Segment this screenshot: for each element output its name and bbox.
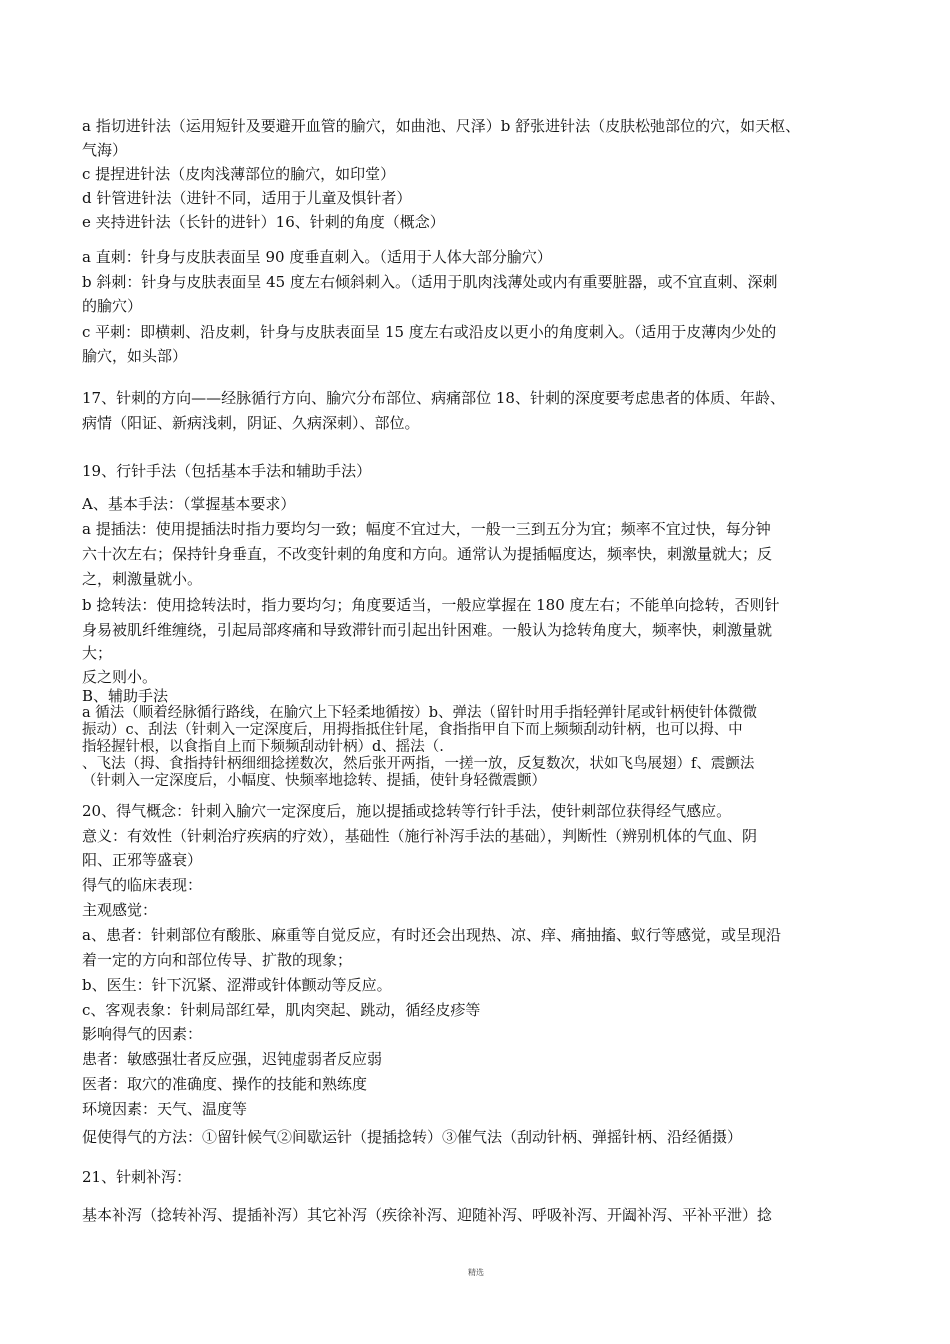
text-line: a 提插法：使用提插法时指力要均匀一致；幅度不宜过大，一般一三到五分为宜；频率不宜过快，每分钟 xyxy=(82,520,771,538)
text-line: 腧穴，如头部） xyxy=(82,347,188,365)
text-line: 得气的临床表现： xyxy=(82,876,203,894)
text-line: 振动）c、刮法（针刺入一定深度后，用拇指抵住针尾，食指指甲自下而上频频刮动针柄，也可以拇、中 xyxy=(82,722,743,738)
text-line: a、患者：针刺部位有酸胀、麻重等自觉反应，有时还会出现热、凉、痒、痛抽搐、蚁行等感觉，或呈现沿 xyxy=(82,926,781,944)
text-line: 17、针刺的方向——经脉循行方向、腧穴分布部位、病痛部位 18、针刺的深度要考虑患者的体质、年龄、 xyxy=(82,389,785,407)
text-line: 影响得气的因素： xyxy=(82,1025,203,1043)
text-line: 基本补泻（捻转补泻、提插补泻）其它补泻（疾徐补泻、迎随补泻、呼吸补泻、开阖补泻、平补平泄）捻 xyxy=(82,1206,773,1224)
text-line: c 平刺：即横刺、沿皮刺，针身与皮肤表面呈 15 度左右或沿皮以更小的角度刺入。（适用于皮薄肉少处的 xyxy=(82,323,777,341)
text-line: a 循法（顺着经脉循行路线，在腧穴上下轻柔地循按）b、弹法（留针时用手指轻弹针尾或针柄使针体微微 xyxy=(82,705,758,721)
text-line: 指轻握针根，以食指自上而下频频刮动针柄）d、摇法（. xyxy=(82,739,444,755)
text-line: 身易被肌纤维缠绕，引起局部疼痛和导致滞针而引起出针困难。一般认为捻转角度大，频率快，刺激量就 xyxy=(82,621,773,639)
text-line: 病情（阳证、新病浅刺，阴证、久病深刺）、部位。 xyxy=(82,414,420,432)
text-line: e 夹持进针法（长针的进针）16、针刺的角度（概念） xyxy=(82,213,445,231)
section-heading: 19、行针手法（包括基本手法和辅助手法） xyxy=(82,462,372,480)
text-line: A、基本手法：（掌握基本要求） xyxy=(82,495,296,513)
text-line: （针刺入一定深度后，小幅度、快频率地捻转、提插，使针身轻微震颤） xyxy=(82,773,546,789)
text-line: B、辅助手法 xyxy=(82,687,169,705)
text-line: 环境因素：天气、温度等 xyxy=(82,1100,248,1118)
text-line: d 针管进针法（进针不同，适用于儿童及惧针者） xyxy=(82,189,412,207)
text-line: 20、得气概念：针刺入腧穴一定深度后，施以提插或捻转等行针手法，使针刺部位获得经气感应。 xyxy=(82,802,732,820)
text-line: a 指切进针法（运用短针及要避开血管的腧穴，如曲池、尺泽）b 舒张进针法（皮肤松弛部位的穴，如天枢、 xyxy=(82,117,801,135)
text-line: 之，刺激量就小。 xyxy=(82,570,203,588)
text-line: 反之则小。 xyxy=(82,668,158,686)
text-line: 六十次左右；保持针身垂直，不改变针刺的角度和方向。通常认为提插幅度达，频率快，刺激量就大；反 xyxy=(82,545,773,563)
text-line: 阳、正邪等盛衰） xyxy=(82,851,203,869)
text-line: 大； xyxy=(82,644,113,662)
text-line: 着一定的方向和部位传导、扩散的现象； xyxy=(82,951,353,969)
text-line: b 捻转法：使用捻转法时，指力要均匀；角度要适当，一般应掌握在 180 度左右；不能单向捻转，否则针 xyxy=(82,596,780,614)
page-footer: 精选 xyxy=(468,1268,484,1277)
text-line: 意义：有效性（针刺治疗疾病的疗效），基础性（施行补泻手法的基础），判断性（辨别机体的气血、阴 xyxy=(82,827,758,845)
section-heading: 21、针刺补泻： xyxy=(82,1168,192,1186)
text-line: 医者：取穴的准确度、操作的技能和熟练度 xyxy=(82,1075,368,1093)
text-line: b、医生：针下沉紧、涩滞或针体颤动等反应。 xyxy=(82,976,392,994)
text-line: 患者：敏感强壮者反应强，迟钝虚弱者反应弱 xyxy=(82,1050,383,1068)
text-line: 主观感觉： xyxy=(82,901,158,919)
text-line: 的腧穴） xyxy=(82,297,143,315)
text-line: c 提捏进针法（皮肉浅薄部位的腧穴，如印堂） xyxy=(82,165,396,183)
text-line: c、客观表象：针刺局部红晕，肌肉突起、跳动，循经皮疹等 xyxy=(82,1001,481,1019)
text-line: b 斜刺：针身与皮肤表面呈 45 度左右倾斜刺入。（适用于肌肉浅薄处或内有重要脏器，或不宜直刺、深刺 xyxy=(82,273,778,291)
text-line: 气海） xyxy=(82,141,128,159)
text-line: 、飞法（拇、食指持针柄细细捻搓数次，然后张开两指，一搓一放，反复数次，状如飞鸟展翅）f、震颤法 xyxy=(82,756,755,772)
text-line: 促使得气的方法：①留针候气②间歇运针（提插捻转）③催气法（刮动针柄、弹摇针柄、沿经循摄） xyxy=(82,1128,743,1146)
text-line: a 直刺：针身与皮肤表面呈 90 度垂直刺入。（适用于人体大部分腧穴） xyxy=(82,248,552,266)
